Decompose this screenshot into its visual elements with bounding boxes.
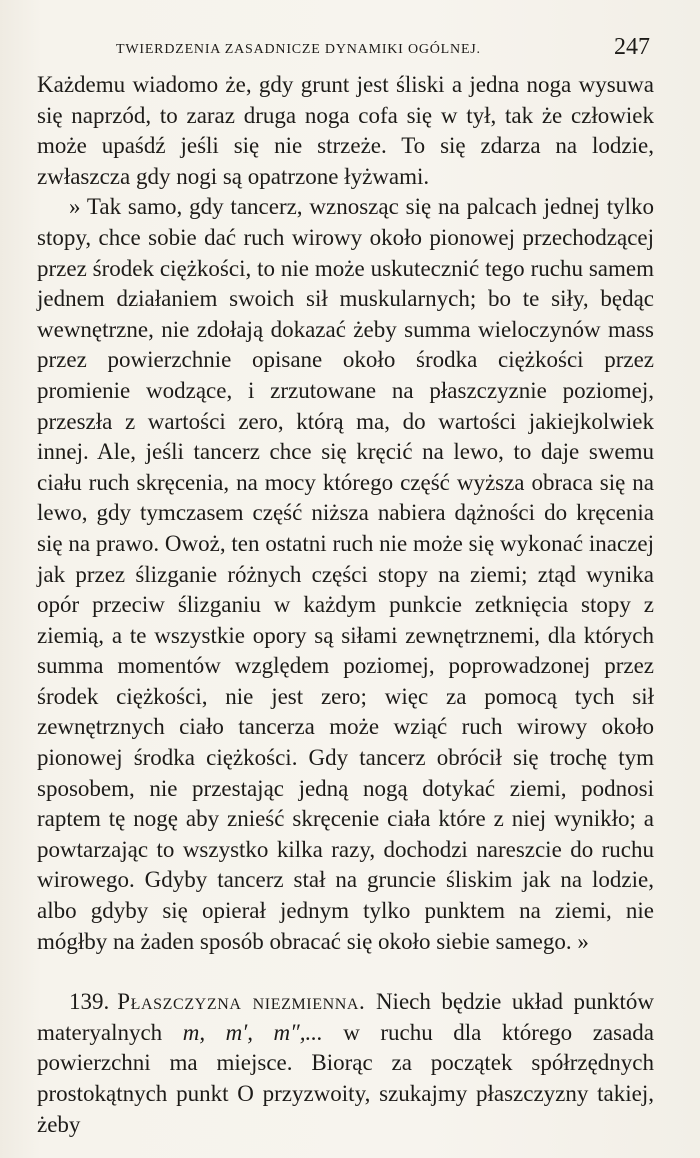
page-number: 247 — [614, 34, 650, 60]
page-header — [36, 34, 656, 64]
paragraph-dancer: » Tak samo, gdy tancerz, wznosząc się na palcach jednej tylko stopy, chce sobie dać ruch wirowy około pionowej przechodzącej przez środek ciężkości, to nie może uskutecznić tego ruchu samem jednem działaniem swoich sił muskularnych; bo te siły, będąc wewnętrzne, nie zdołają dokazać żeby summa wieloczynów mass przez powierzchnie opisane około środka ciężkości przez promienie wodzące, i zrzutowane na płaszczyznie poziomej, przeszła z wartości zero, którą ma, do wartości jakiejkolwiek innej. Ale, jeśli tancerz chce się kręcić na lewo, to daje swemu ciału ruch skręcenia, na mocy którego część wyższa obraca się na lewo, gdy tymczasem część niższa nabiera dążności do kręcenia się na prawo. Owoż, ten ostatni ruch nie może się wykonać inaczej jak przez ślizganie różnych części stopy na ziemi; ztąd wynika opór przeciw ślizganiu w każdym punkcie zetknięcia stopy z ziemią, a te wszystkie opory są siłami zewnętrznemi, dla których summa momentów względem poziomej, poprowadzonej przez środek ciężkości, nie jest zero; więc za pomocą tych sił zewnętrznych ciało tancerza może wziąć ruch wirowy około pionowej środka ciężkości. Gdy tancerz obrócił się trochę tym sposobem, nie przestając jedną nogą dotykać ziemi, podnosi raptem tę nogę aby znieść skręcenie ciała które z niej wynikło; a powtarzając to wszystko kilka razy, dochodzi nareszcie do ruchu wirowego. Gdyby tancerz stał na gruncie śliskim jak na lodzie, albo gdyby się opierał jednym tylko punktem na ziemi, nie mógłby na żaden sposób obracać się około siebie samego. » — [37, 194, 654, 954]
section-number: 139. — [69, 989, 110, 1015]
section-text-intro: Niech będzie układ punktów materyalnych — [37, 989, 655, 1045]
section-variables: m, m′, m″,... — [182, 1019, 323, 1045]
section-title: Płaszczyzna niezmienna. — [117, 989, 366, 1015]
section-text-continued: w ruchu dla którego zasada powierzchni ma miejsce. Biorąc za początek spółrzędnych prostokątnych punkt O przyzwoity, szukajmy płaszczyzny takiej, żeby — [37, 1019, 654, 1137]
section-139 — [37, 987, 654, 1140]
paragraph-skating: Każdemu wiadomo że, gdy grunt jest śliski a jedna noga wysuwa się naprzód, to zaraz druga noga cofa się w tył, tak że człowiek może upaśdź jeśli się nie strzeże. To się zdarza na lodzie, zwłaszcza gdy nogi są opatrzone łyżwami. — [37, 72, 654, 189]
running-title: TWIERDZENIA ZASADNICZE DYNAMIKI OGÓLNEJ. — [116, 42, 481, 57]
body-text — [37, 70, 654, 1140]
